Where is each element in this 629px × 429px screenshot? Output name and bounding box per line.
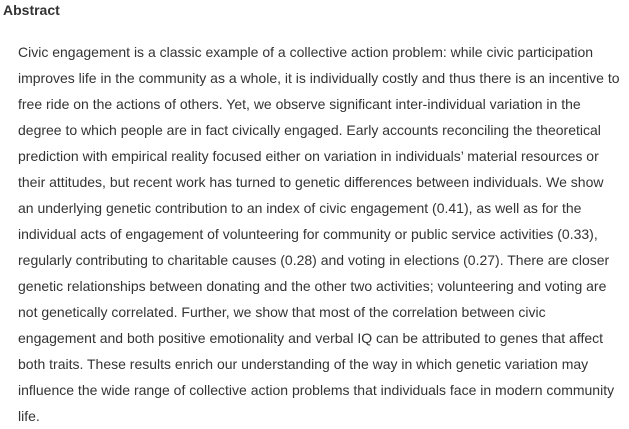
abstract-line: free ride on the actions of others. Yet, we observe significant inter-individual variation in the — [18, 96, 581, 112]
abstract-line: Civic engagement is a classic example of a collective action problem: while civic participation — [18, 44, 594, 60]
abstract-line: both traits. These results enrich our understanding of the way in which genetic variation may — [18, 356, 589, 372]
abstract-line: regularly contributing to charitable causes (0.28) and voting in elections (0.27). There are closer — [18, 252, 610, 268]
abstract-line: life. — [18, 408, 40, 424]
abstract-line: an underlying genetic contribution to an index of civic engagement (0.41), as well as for the — [18, 200, 582, 216]
abstract-body — [18, 39, 627, 429]
abstract-heading: Abstract — [3, 2, 60, 18]
abstract-line: improves life in the community as a whole, it is individually costly and thus there is an incentive to — [18, 70, 620, 86]
abstract-line: degree to which people are in fact civically engaged. Early accounts reconciling the theoretical — [18, 122, 601, 138]
abstract-line: not genetically correlated. Further, we show that most of the correlation between civic — [18, 304, 546, 320]
abstract-line: individual acts of engagement of volunteering for community or public service activities (0.33), — [18, 226, 598, 242]
abstract-line: influence the wide range of collective action problems that individuals face in modern community — [18, 382, 615, 398]
abstract-line: genetic relationships between donating and the other two activities; volunteering and voting are — [18, 278, 607, 294]
abstract-line: engagement and both positive emotionality and verbal IQ can be attributed to genes that affect — [18, 330, 604, 346]
abstract-line: their attitudes, but recent work has turned to genetic differences between individuals. We show — [18, 174, 604, 190]
abstract-line: prediction with empirical reality focused either on variation in individuals’ material resources or — [18, 148, 599, 164]
